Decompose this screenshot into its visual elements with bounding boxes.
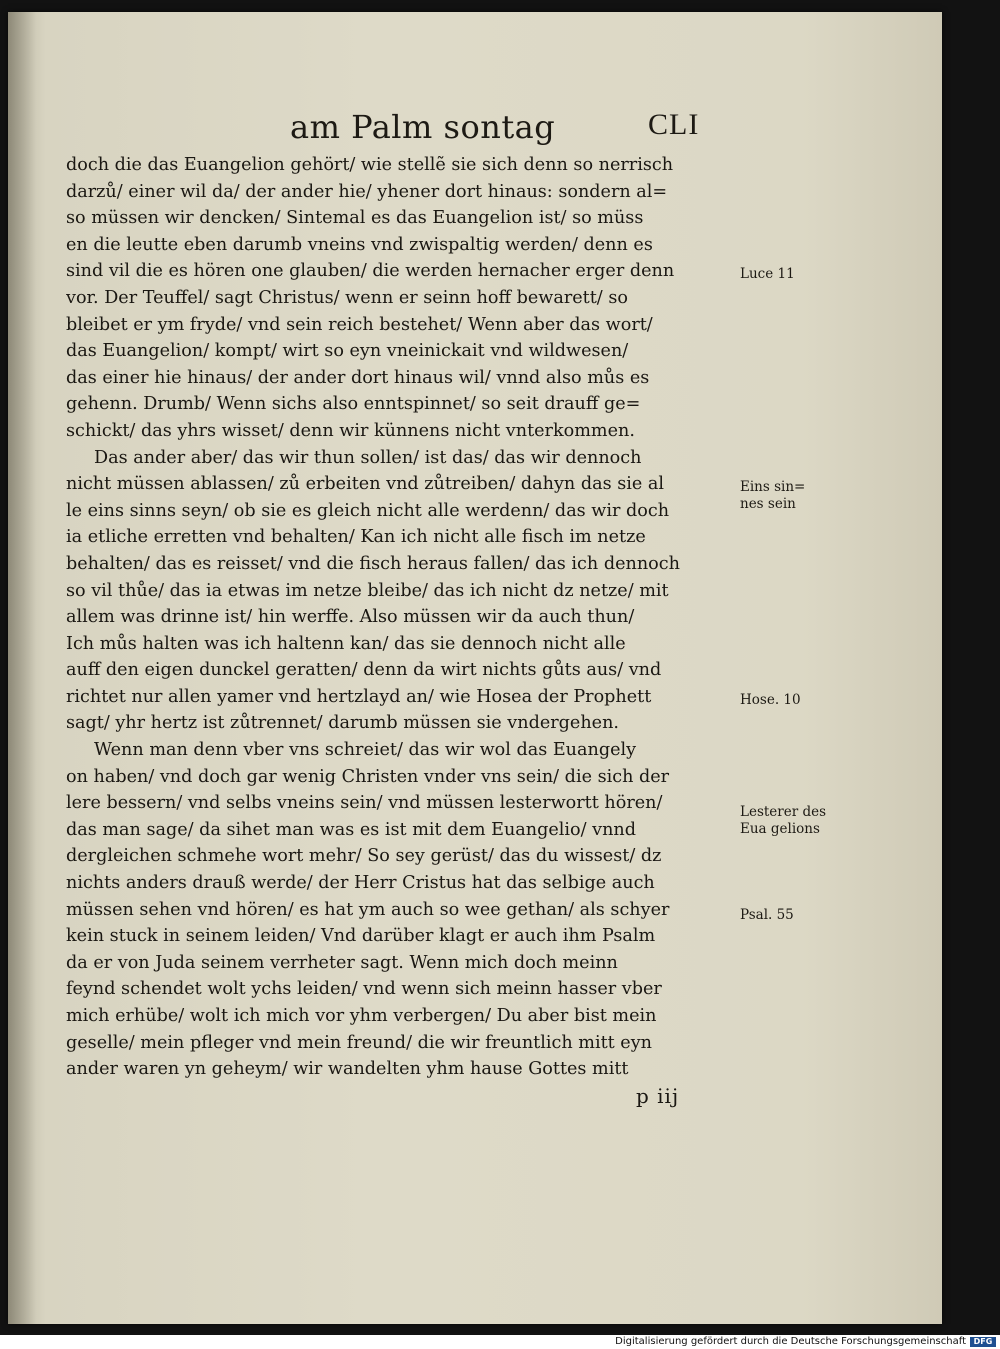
text-line: ia etliche erretten vnd behalten/ Kan ich nicht alle fisch im netze [66, 527, 646, 548]
text-line: so vil thůe/ das ia etwas im netze bleibe/ das ich nicht dz netze/ mit [66, 580, 669, 601]
text-line: da er von Juda seinem verrheter sagt. Wenn mich doch meinn [66, 952, 618, 973]
text-line: schickt/ das yhrs wisset/ denn wir künnens nicht vnterkommen. [66, 420, 635, 441]
text-line: sagt/ yhr hertz ist zůtrennet/ darumb müssen sie vndergehen. [66, 713, 620, 734]
running-head [8, 108, 942, 150]
margin-note: Hose. 10 [740, 691, 801, 708]
footer-credit: Digitalisierung gefördert durch die Deutsche Forschungsgemeinschaft [615, 1336, 966, 1347]
text-line: Das ander aber/ das wir thun sollen/ ist das/ das wir dennoch [94, 447, 642, 468]
book-page [8, 12, 942, 1324]
margin-note: Eins sin= nes sein [740, 479, 806, 513]
text-line: ander waren yn geheym/ wir wandelten yhm hause Gottes mitt [66, 1059, 629, 1080]
text-line: allem was drinne ist/ hin werffe. Also müssen wir da auch thun/ [66, 607, 635, 628]
signature-mark: p iij [636, 1084, 680, 1108]
running-head-title: am Palm sontag [290, 108, 556, 146]
text-line: le eins sinns seyn/ ob sie es gleich nicht alle werdenn/ das wir doch [66, 500, 670, 521]
text-line: nichts anders drauß werde/ der Herr Cristus hat das selbige auch [66, 873, 655, 894]
text-line: bleibet er ym fryde/ vnd sein reich bestehet/ Wenn aber das wort/ [66, 314, 653, 335]
text-line: doch die das Euangelion gehört/ wie stellẽ sie sich denn so nerrisch [66, 155, 674, 175]
text-line: feynd schendet wolt ychs leiden/ vnd wenn sich meinn hasser vber [66, 979, 662, 1000]
text-line: on haben/ vnd doch gar wenig Christen vnder vns sein/ die sich der [66, 766, 670, 787]
dfg-logo: DFG [970, 1337, 996, 1347]
folio-number: CLI [648, 108, 700, 141]
margin-note: Lesterer des Eua gelions [740, 803, 827, 837]
margin-note: Luce 11 [740, 266, 795, 283]
page-gutter-shadow [8, 12, 36, 1324]
text-line: gehenn. Drumb/ Wenn sichs also enntspinnet/ so seit drauff ge= [66, 394, 641, 415]
text-line: richtet nur allen yamer vnd hertzlayd an/ wie Hosea der Prophett [66, 686, 652, 707]
text-line: darzů/ einer wil da/ der ander hie/ yhener dort hinaus: sondern al= [66, 181, 668, 202]
text-line: lere bessern/ vnd selbs vneins sein/ vnd müssen lesterwortt hören/ [66, 793, 663, 814]
text-line: dergleichen schmehe wort mehr/ So sey gerüst/ das du wissest/ dz [66, 846, 662, 867]
text-line: so müssen wir dencken/ Sintemal es das Euangelion ist/ so müss [66, 208, 644, 229]
text-line: behalten/ das es reisset/ vnd die fisch heraus fallen/ das ich dennoch [66, 553, 680, 574]
text-line: sind vil die es hören one glauben/ die werden hernacher erger denn [66, 261, 675, 282]
text-line: vor. Der Teuffel/ sagt Christus/ wenn er seinn hoff bewarett/ so [66, 287, 628, 308]
text-line: mich erhübe/ wolt ich mich vor yhm verbergen/ Du aber bist mein [66, 1006, 657, 1026]
main-text-block [66, 152, 746, 1083]
text-line: das Euangelion/ kompt/ wirt so eyn vneinickait vnd wildwesen/ [66, 341, 629, 362]
text-line: en die leutte eben darumb vneins vnd zwispaltig werden/ denn es [66, 234, 653, 255]
text-line: geselle/ mein pfleger vnd mein freund/ die wir freuntlich mitt eyn [66, 1032, 652, 1053]
footer-bar [0, 1335, 1000, 1349]
text-line: auff den eigen dunckel geratten/ denn da wirt nichts gůts aus/ vnd [66, 660, 662, 681]
text-line: Ich můs halten was ich haltenn kan/ das sie dennoch nicht alle [66, 633, 626, 654]
text-line: das man sage/ da sihet man was es ist mit dem Euangelio/ vnnd [66, 819, 637, 840]
margin-note: Psal. 55 [740, 907, 794, 924]
text-line: Wenn man denn vber vns schreiet/ das wir wol das Euangely [94, 740, 637, 761]
text-line: müssen sehen vnd hören/ es hat ym auch so wee gethan/ als schyer [66, 899, 670, 920]
text-line: nicht müssen ablassen/ zů erbeiten vnd zůtreiben/ dahyn das sie al [66, 474, 664, 495]
text-line: kein stuck in seinem leiden/ Vnd darüber klagt er auch ihm Psalm [66, 926, 656, 947]
text-line: das einer hie hinaus/ der ander dort hinaus wil/ vnnd also můs es [66, 367, 650, 388]
